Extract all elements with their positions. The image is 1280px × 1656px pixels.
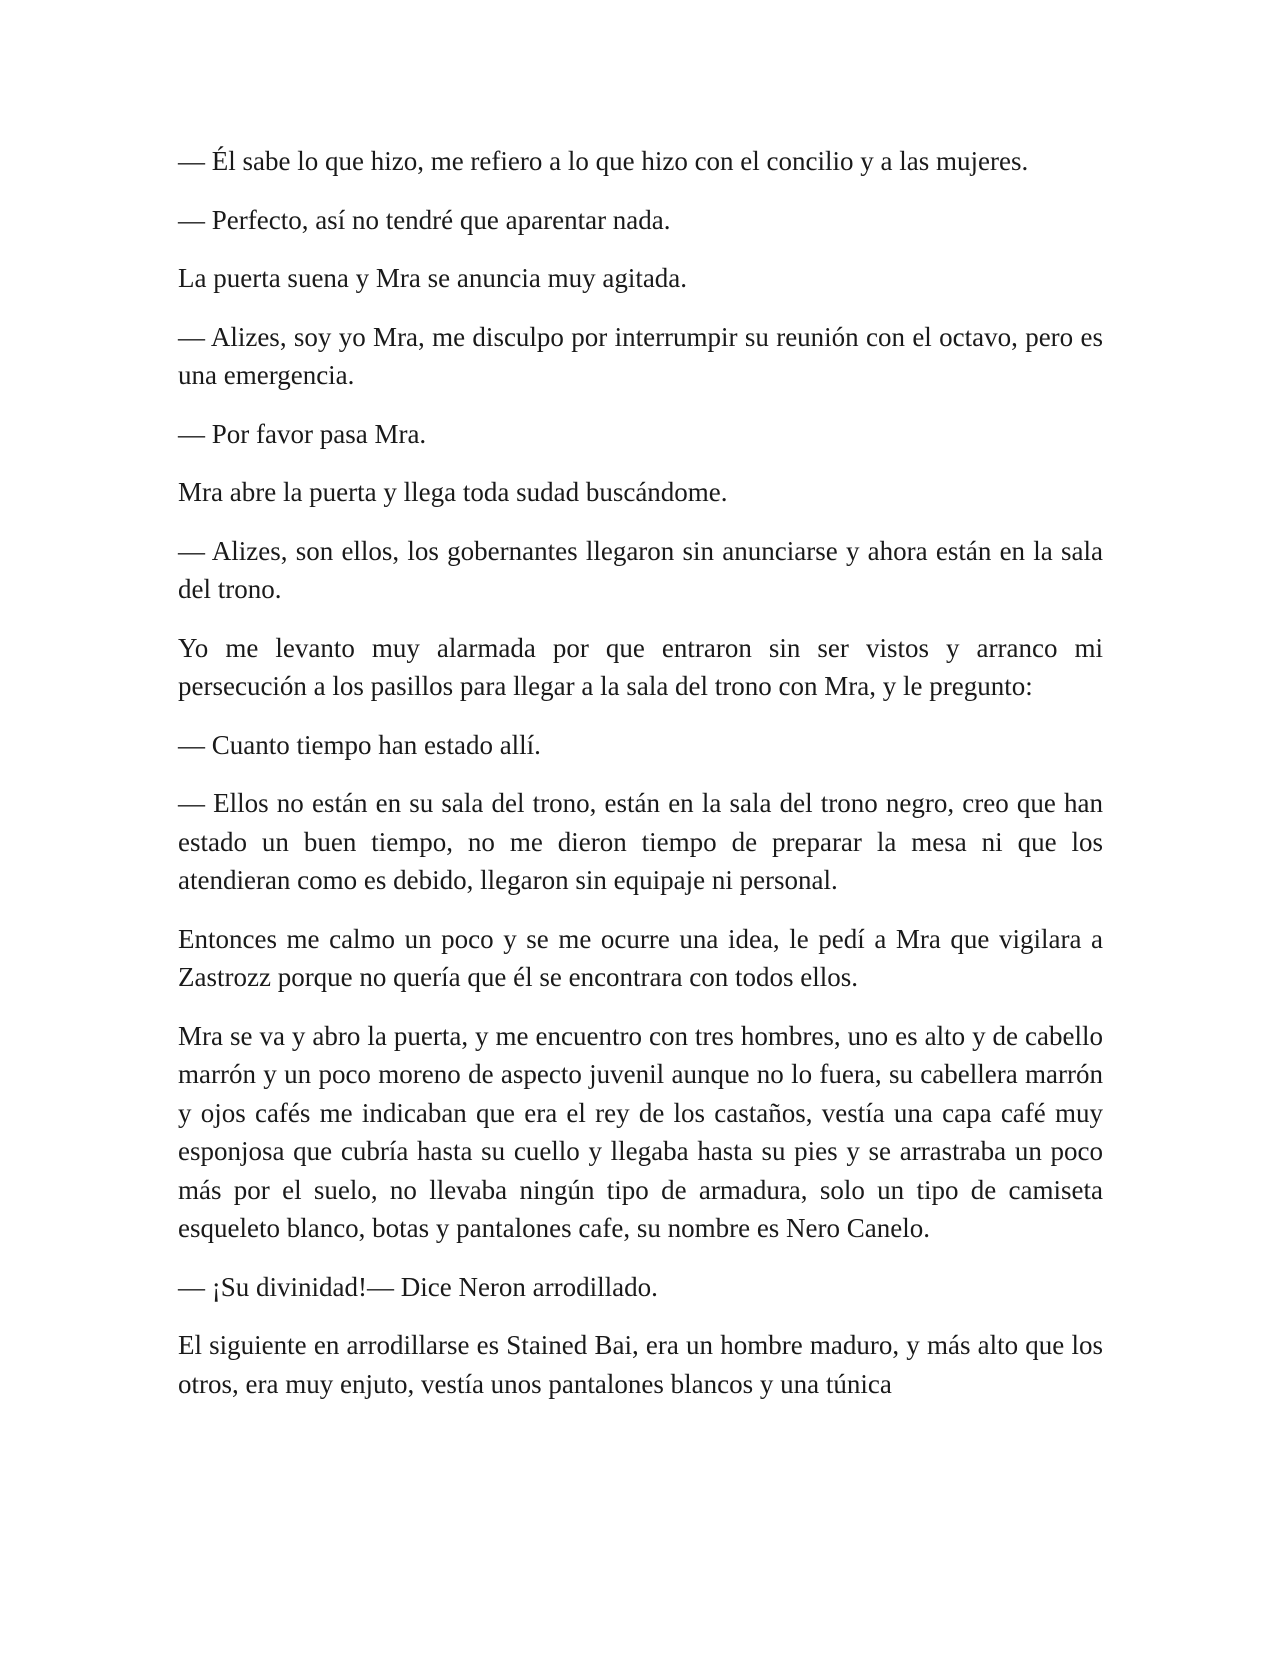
paragraph: El siguiente en arrodillarse es Stained Bai, era un hombre maduro, y más alto que los otros, era muy enjuto, vestía unos pantalones blancos y una túnica bbox=[178, 1330, 1103, 1399]
paragraph: Mra abre la puerta y llega toda sudad buscándome. bbox=[178, 477, 728, 507]
paragraph: — Él sabe lo que hizo, me refiero a lo que hizo con el concilio y a las mujeres. bbox=[178, 146, 1029, 176]
paragraph: — Alizes, soy yo Mra, me disculpo por interrumpir su reunión con el octavo, pero es una emergencia. bbox=[178, 321, 1103, 390]
paragraph: — Cuanto tiempo han estado allí. bbox=[178, 729, 541, 760]
paragraph: — ¡Su divinidad!— Dice Neron arrodillado. bbox=[178, 1271, 658, 1302]
paragraph: — Perfecto, así no tendré que aparentar nada. bbox=[178, 204, 671, 235]
paragraph: — Por favor pasa Mra. bbox=[178, 418, 427, 449]
paragraph: — Ellos no están en su sala del trono, están en la sala del trono negro, creo que han estado un buen tiempo, no me dieron tiempo de preparar la mesa ni que los atendieran como es debido, llegaron sin equipaje ni personal. bbox=[178, 788, 1103, 895]
paragraph: — Alizes, son ellos, los gobernantes llegaron sin anunciarse y ahora están en la sala del trono. bbox=[178, 535, 1103, 604]
paragraph: Mra se va y abro la puerta, y me encuentro con tres hombres, uno es alto y de cabello marrón y un poco moreno de aspecto juvenil aunque no lo fuera, su cabellera marrón y ojos cafés me indicaban que era el rey de los castaños, vestía una capa café muy esponjosa que cubría hasta su cuello y llegaba hasta su pies y se arrastraba un poco más por el suelo, no llevaba ningún tipo de armadura, solo un tipo de camiseta esqueleto blanco, botas y pantalones cafe, su nombre es Nero Canelo. bbox=[178, 1020, 1103, 1243]
paragraph: La puerta suena y Mra se anuncia muy agitada. bbox=[178, 263, 688, 293]
paragraph: Yo me levanto muy alarmada por que entraron sin ser vistos y arranco mi persecución a los pasillos para llegar a la sala del trono con Mra, y le pregunto: bbox=[178, 632, 1103, 701]
paragraph: Entonces me calmo un poco y se me ocurre una idea, le pedí a Mra que vigilara a Zastrozz porque no quería que él se encontrara con todos ellos. bbox=[178, 923, 1103, 992]
document-page bbox=[178, 142, 1103, 1423]
